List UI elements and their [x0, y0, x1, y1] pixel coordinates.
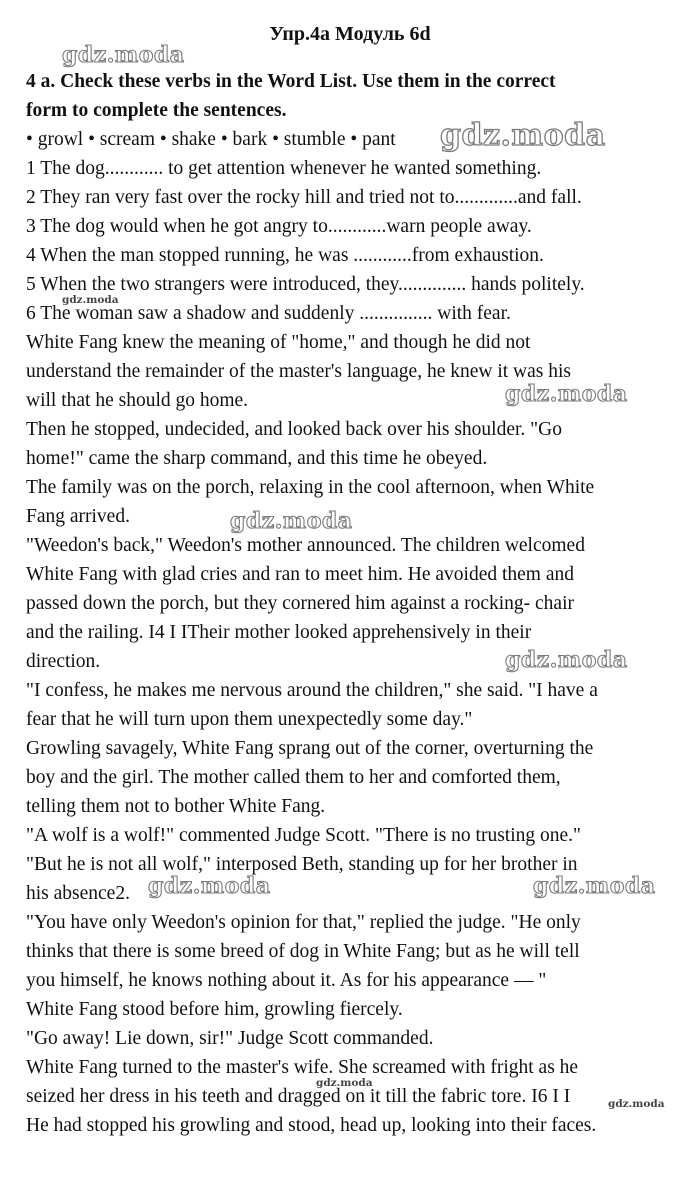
story-line: telling them not to bother White Fang.	[26, 796, 326, 817]
story-line: his absence2.	[26, 883, 130, 904]
story-line: you himself, he knows nothing about it. As for his appearance — "	[26, 970, 547, 991]
watermark: gdz.moda	[505, 381, 628, 407]
story-line: passed down the porch, but they cornered him against a rocking- chair	[26, 593, 574, 614]
story-line: understand the remainder of the master's language, he knew it was his	[26, 361, 572, 382]
story-line: White Fang with glad cries and ran to meet him. He avoided them and	[26, 564, 575, 585]
exercise-sentence: 3 The dog would when he got angry to............warn people away.	[26, 216, 532, 237]
story-line: "Go away! Lie down, sir!" Judge Scott commanded.	[26, 1028, 434, 1049]
story-line: and the railing. I4 I ITheir mother looked apprehensively in their	[26, 622, 532, 643]
story-line: Fang arrived.	[26, 506, 130, 527]
watermark: gdz.moda	[608, 1098, 665, 1110]
story-line: Then he stopped, undecided, and looked back over his shoulder. "Go	[26, 419, 562, 440]
story-line: fear that he will turn upon them unexpectedly some day."	[26, 709, 473, 730]
story-line: direction.	[26, 651, 101, 672]
watermark: gdz.moda	[505, 647, 628, 673]
watermark: gdz.moda	[62, 42, 185, 68]
exercise-sentence: 4 When the man stopped running, he was ............from exhaustion.	[26, 245, 544, 266]
story-line: "You have only Weedon's opinion for that," replied the judge. "He only	[26, 912, 581, 933]
watermark: gdz.moda	[62, 294, 119, 306]
word-list: • growl • scream • shake • bark • stumble • pant	[26, 129, 396, 150]
story-line: White Fang knew the meaning of "home," and though he did not	[26, 332, 531, 353]
story-line: "Weedon's back," Weedon's mother announced. The children welcomed	[26, 535, 585, 556]
watermark: gdz.moda	[230, 508, 353, 534]
story-line: thinks that there is some breed of dog in White Fang; but as he will tell	[26, 941, 580, 962]
exercise-sentence: 1 The dog............ to get attention whenever he wanted something.	[26, 158, 542, 179]
page-title: Упр.4а Модуль 6d	[269, 23, 431, 45]
story-line: The family was on the porch, relaxing in the cool afternoon, when White	[26, 477, 595, 498]
story-line: White Fang stood before him, growling fiercely.	[26, 999, 403, 1020]
watermark: gdz.moda	[533, 873, 656, 899]
exercise-sentence: 5 When the two strangers were introduced, they.............. hands politely.	[26, 274, 585, 295]
story-line: "A wolf is a wolf!" commented Judge Scott. "There is no trusting one."	[26, 825, 581, 846]
story-line: "I confess, he makes me nervous around the children," she said. "I have a	[26, 680, 598, 701]
story-line: boy and the girl. The mother called them to her and comforted them,	[26, 767, 561, 788]
story-line: He had stopped his growling and stood, head up, looking into their faces.	[26, 1115, 597, 1136]
story-line: will that he should go home.	[26, 390, 249, 411]
task-instruction-line: 4 a. Check these verbs in the Word List. Use them in the correct	[26, 71, 556, 92]
story-line: White Fang turned to the master's wife. She screamed with fright as he	[26, 1057, 579, 1078]
watermark: gdz.moda	[316, 1077, 373, 1089]
story-line: Growling savagely, White Fang sprang out of the corner, overturning the	[26, 738, 594, 759]
story-line: home!" came the sharp command, and this time he obeyed.	[26, 448, 488, 469]
story-line: "But he is not all wolf," interposed Beth, standing up for her brother in	[26, 854, 578, 875]
exercise-sentence: 6 The woman saw a shadow and suddenly ............... with fear.	[26, 303, 511, 324]
watermark: gdz.moda	[148, 873, 271, 899]
task-instruction-line: form to complete the sentences.	[26, 100, 287, 121]
watermark: gdz.moda	[440, 118, 606, 153]
exercise-sentence: 2 They ran very fast over the rocky hill and tried not to.............and fall.	[26, 187, 582, 208]
story-line: seized her dress in his teeth and dragged on it till the fabric tore. I6 I I	[26, 1086, 571, 1107]
